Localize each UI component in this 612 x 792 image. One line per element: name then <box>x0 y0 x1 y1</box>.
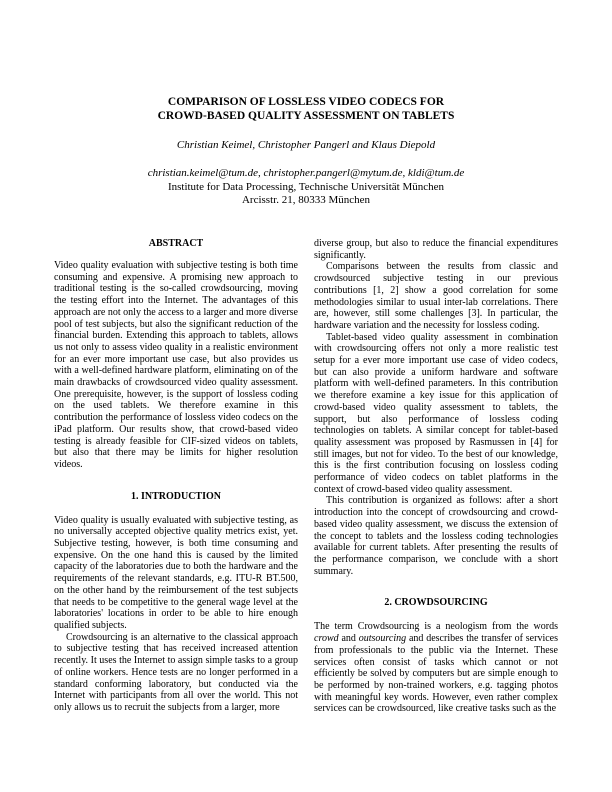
intro-paragraph-3: Comparisons between the results from classic and crowdsourced subjective testing in our previous contributions [1, 2] show a good correlation for some methodologies similar to usual inter-lab correlations. There are, however, still some challenges [3]. In particular, the hardware variation and the necessity for lossless coding. <box>314 261 558 331</box>
abstract-paragraph: Video quality evaluation with subjective testing is both time consuming and expensive. A promising new approach to traditional testing is the so-called crowdsourcing, moving the testing effort into the Internet. The advantages of this approach are not only the access to a larger and more diverse pool of test subjects, but also the significant reduction of the financial burden. Extending this approach to tablets, allows us not only to assess video quality in a realistic environment for an ever more important use case, but also provides us with a well-defined hardware platform, eliminating on of the main drawbacks of crowdsourced video quality assessment. One prerequisite, however, is the support of lossless coding on the used tablets. We therefore examine in this contribution the performance of lossless video codecs on the iPad platform. Our results show, that crowd-based video testing is already feasible for CIF-sized videos on tablets, but also that there may be limits for higher resolution videos. <box>54 260 298 470</box>
two-column-body <box>54 238 558 715</box>
crowdsourcing-term-outsourcing: outsourcing <box>358 633 407 645</box>
abstract-heading: ABSTRACT <box>148 238 204 249</box>
paper-contact-block <box>0 167 612 208</box>
affiliation-address: Arcisstr. 21, 80333 München <box>241 194 370 206</box>
crowdsourcing-paragraph-1 <box>314 621 558 715</box>
intro-paragraph-5: This contribution is organized as follows: after a short introduction into the concept of crowdsourcing and crowd-based video quality assessment, we discuss the extension of the concept to tablets and the lossless coding technologies available for current tablets. After presenting the results of the performance comparison, we conclude with a short summary. <box>314 495 558 577</box>
paper-title-line2: CROWD-BASED QUALITY ASSESSMENT ON TABLETS <box>157 110 455 122</box>
right-column <box>314 238 558 715</box>
affiliation: Institute for Data Processing, Technische Universität München <box>167 180 445 193</box>
paper-authors: Christian Keimel, Christopher Pangerl and Klaus Diepold <box>176 139 436 151</box>
intro-paragraph-1: Video quality is usually evaluated with subjective testing, as no universally accepted objective quality metrics exist, yet. Subjective testing, however, is both time consuming and expensive. On the one hand this is caused by the limited capacity of the laboratories due to both the hardware and the requirements of the relevant standards, e.g. ITU-R BT.500, on the other hand by the reimbursement of the test subjects that needs to be competitive to the general wage level at the laboratories' locations in order to be able to hire enough qualified subjects. <box>54 514 298 631</box>
intro-paragraph-2: Crowdsourcing is an alternative to the classical approach to subjective testing that has received increased attention recently. It uses the Internet to assign simple tasks to a group of online workers. Hence tests are no longer performed in a standard conforming laboratory, but conducted via the Internet with participants from all over the world. This not only allows us to recruit the subjects from a larger, more <box>54 631 298 713</box>
crowdsourcing-heading: 2. CROWDSOURCING <box>384 597 488 609</box>
intro-paragraph-2-continued: diverse group, but also to reduce the financial expenditures significantly. <box>314 238 558 261</box>
intro-paragraph-4: Tablet-based video quality assessment in combination with crowdsourcing offers not only a more realistic test setup for a ever more important use case of video codecs, but can also provide a uniform hardware and software platform with well-defined parameters. In this contribution we therefore examine a key issue for this application of crowd-based video quality assessment to tablets, the support, but also performance of lossless coding technologies on tablets. A similar concept for tablet-based quality assessment was proposed by Rasmussen in [4] for still images, but not for video. To the best of our knowledge, this is the first contribution focusing on lossless coding performance of video codecs on tablet platforms in the context of crowd-based video quality assessment. <box>314 331 558 495</box>
paper-title-line1: COMPARISON OF LOSSLESS VIDEO CODECS FOR <box>167 96 445 108</box>
author-emails: christian.keimel@tum.de, christopher.pangerl@mytum.de, kldi@tum.de <box>147 167 465 179</box>
paper-header <box>0 95 612 208</box>
left-column <box>54 238 298 715</box>
crowdsourcing-term-crowd: crowd <box>314 633 339 645</box>
introduction-heading: 1. INTRODUCTION <box>130 490 221 502</box>
crowdsourcing-p1-conjunction: and <box>338 633 359 645</box>
crowdsourcing-p1-rest: and describes the transfer of services from professionals to the public via the Internet. These services often consist of tasks which cannot or not efficiently be solved by computers but are simple enough to be performed by non-trained workers, e.g. tagging photos with meaningful key words. However, even rather complex services can be crowdsourced, like creative tasks such as the <box>314 633 558 715</box>
paper-title <box>0 95 612 123</box>
crowdsourcing-p1-lead: The term Crowdsourcing is a neologism from the words <box>314 621 558 633</box>
